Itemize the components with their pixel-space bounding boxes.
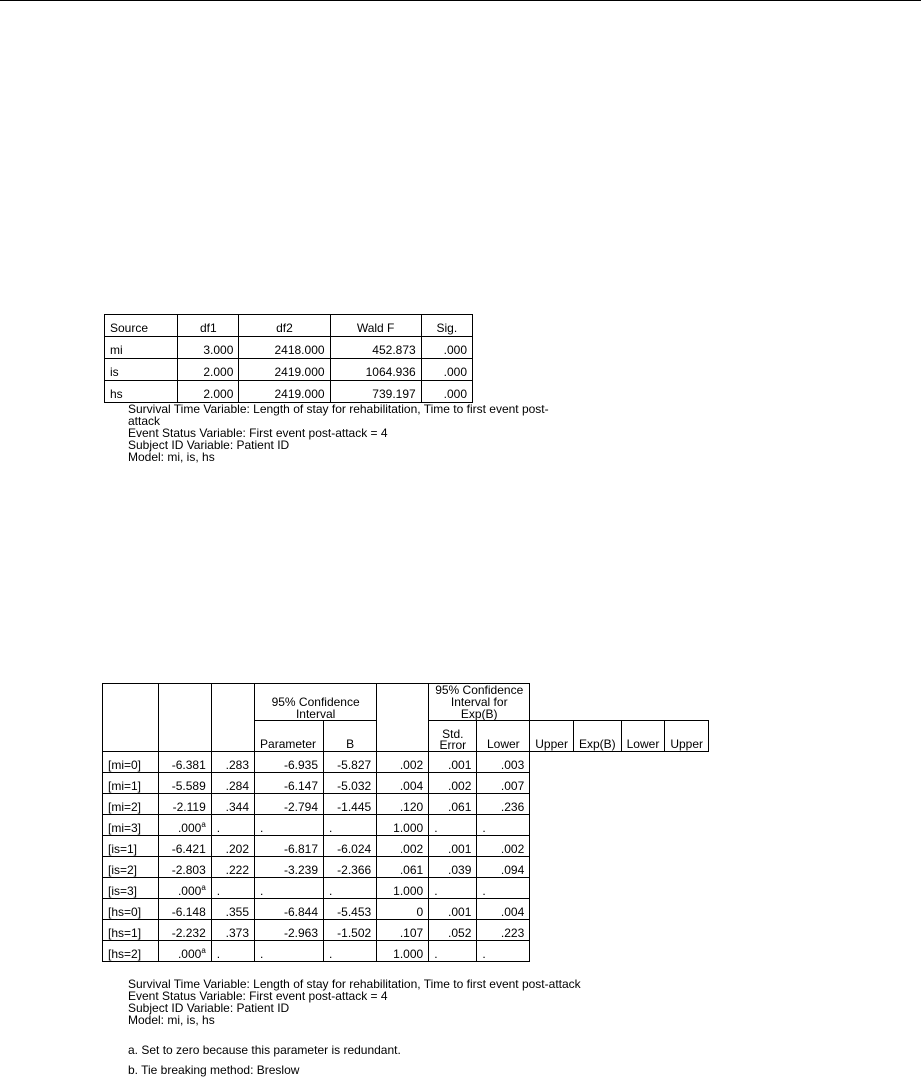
table-row [103, 794, 709, 815]
cell-value: . [324, 878, 377, 899]
cell-value: .004 [377, 773, 429, 794]
table-row [103, 836, 709, 857]
col-header-b-top [158, 684, 211, 752]
wald-table-notes [128, 403, 549, 463]
cell-value: . [255, 815, 324, 836]
table-row [103, 815, 709, 836]
cell-value [158, 878, 211, 899]
cell-value: .004 [477, 899, 530, 920]
row-label: [is=3] [103, 878, 159, 899]
cell-value: .007 [477, 773, 530, 794]
row-label: is [105, 359, 178, 381]
cell-value: -6.148 [158, 899, 211, 920]
note-model: Model: mi, is, hs [128, 450, 215, 464]
cell-value: -5.589 [158, 773, 211, 794]
table-row [103, 941, 709, 962]
cell-value: . [324, 941, 377, 962]
cell-value: -5.032 [324, 773, 377, 794]
note-subject-id: Subject ID Variable: Patient ID [128, 438, 290, 452]
row-label: [hs=0] [103, 899, 159, 920]
row-label: [is=1] [103, 836, 159, 857]
cell-value: .000 [421, 359, 472, 381]
footnote-marker: a [201, 820, 206, 829]
top-border-line [0, 0, 921, 1]
cell-value: 2419.000 [239, 381, 330, 403]
cell-value: -2.794 [255, 794, 324, 815]
row-label: [mi=1] [103, 773, 159, 794]
row-label: [mi=3] [103, 815, 159, 836]
group-label-line1: 95% Confidence [435, 683, 524, 697]
cell-value: . [429, 941, 477, 962]
cell-value: -2.803 [158, 857, 211, 878]
col-header-parameter-label: Parameter [255, 721, 324, 752]
col-group-confidence-interval [255, 684, 377, 721]
table-row [103, 920, 709, 941]
col-header-stderr-top [211, 684, 254, 752]
col-header-expb-lower: Lower [621, 721, 665, 752]
cell-value: -2.232 [158, 920, 211, 941]
note-survival-time: Survival Time Variable: Length of stay for rehabilitation, Time to first event post-attack [128, 977, 581, 991]
row-label: [hs=2] [103, 941, 159, 962]
cell-value: -6.844 [255, 899, 324, 920]
table-row [105, 359, 473, 381]
cell-value: -6.935 [255, 752, 324, 773]
col-header-df1: df1 [178, 315, 239, 337]
cell-value: .000 [421, 381, 472, 403]
cell-value: .001 [429, 752, 477, 773]
col-header-expb-top [377, 684, 429, 752]
cell-value: .355 [211, 899, 254, 920]
col-header-b: B [324, 721, 377, 752]
cell-value: -6.024 [324, 836, 377, 857]
table-row [103, 773, 709, 794]
cell-value: .094 [477, 857, 530, 878]
cell-value: 1.000 [377, 815, 429, 836]
group-label-line2: Interval [295, 707, 336, 721]
col-header-wald-f: Wald F [330, 315, 421, 337]
parameter-table-notes [128, 978, 581, 1026]
cell-value: .000 [421, 337, 472, 359]
parameter-estimates-table [102, 683, 709, 962]
cell-value: 1.000 [377, 941, 429, 962]
cell-value: . [477, 878, 530, 899]
row-label: mi [105, 337, 178, 359]
cell-value: .001 [429, 899, 477, 920]
wald-test-table [104, 314, 473, 403]
cell-value: .223 [477, 920, 530, 941]
cell-value: -6.817 [255, 836, 324, 857]
cell-value: .236 [477, 794, 530, 815]
table-row [103, 857, 709, 878]
col-header-upper: Upper [530, 721, 574, 752]
cell-value: -2.119 [158, 794, 211, 815]
cell-value: 1.000 [377, 878, 429, 899]
row-label: [is=2] [103, 857, 159, 878]
cell-value: .373 [211, 920, 254, 941]
cell-value: .002 [429, 773, 477, 794]
table-row [103, 899, 709, 920]
cell-value: 739.197 [330, 381, 421, 403]
stderr-label-line2: Error [439, 738, 467, 752]
cell-value: .107 [377, 920, 429, 941]
cell-value: -6.421 [158, 836, 211, 857]
cell-value: 2418.000 [239, 337, 330, 359]
note-model: Model: mi, is, hs [128, 1013, 215, 1027]
footnote-marker: a [201, 946, 206, 955]
cell-value: 2419.000 [239, 359, 330, 381]
cell-value: 2.000 [178, 381, 239, 403]
col-header-parameter [103, 684, 159, 752]
cell-value: -6.381 [158, 752, 211, 773]
footnote-a: a. Set to zero because this parameter is redundant. [128, 1043, 401, 1057]
cell-value: .120 [377, 794, 429, 815]
col-header-sig: Sig. [421, 315, 472, 337]
cell-value [158, 815, 211, 836]
cell-value: -2.366 [324, 857, 377, 878]
cell-value: . [324, 815, 377, 836]
table-header-row-1 [103, 684, 709, 721]
cell-value: . [429, 878, 477, 899]
table-header-row [105, 315, 473, 337]
col-header-expb: Exp(B) [573, 721, 621, 752]
cell-value: -5.827 [324, 752, 377, 773]
table-row [105, 381, 473, 403]
cell-value: .344 [211, 794, 254, 815]
cell-value: 2.000 [178, 359, 239, 381]
group-label-line1: 95% Confidence [271, 695, 360, 709]
row-label: hs [105, 381, 178, 403]
cell-value: .002 [377, 752, 429, 773]
row-label: [mi=2] [103, 794, 159, 815]
cell-value: . [477, 815, 530, 836]
cell-value: . [477, 941, 530, 962]
cell-value: .202 [211, 836, 254, 857]
cell-value: . [211, 878, 254, 899]
cell-value: -1.445 [324, 794, 377, 815]
cell-value: 0 [377, 899, 429, 920]
cell-value: .061 [429, 794, 477, 815]
col-group-confidence-interval-expb [429, 684, 530, 721]
cell-value: .222 [211, 857, 254, 878]
cell-value: . [211, 815, 254, 836]
cell-value: -5.453 [324, 899, 377, 920]
stderr-label-line1: Std. [442, 727, 464, 741]
note-subject-id: Subject ID Variable: Patient ID [128, 1001, 290, 1015]
col-header-source: Source [105, 315, 178, 337]
cell-value: .003 [477, 752, 530, 773]
cell-value: .039 [429, 857, 477, 878]
row-label: [mi=0] [103, 752, 159, 773]
col-header-df2: df2 [239, 315, 330, 337]
cell-value: .283 [211, 752, 254, 773]
note-event-status: Event Status Variable: First event post-attack = 4 [128, 989, 388, 1003]
cell-value: . [211, 941, 254, 962]
row-label: [hs=1] [103, 920, 159, 941]
cell-value: . [255, 941, 324, 962]
cell-value: -2.963 [255, 920, 324, 941]
cell-value-text: .000 [177, 884, 202, 898]
note-survival-time-cont: attack [128, 414, 161, 428]
table-row [103, 752, 709, 773]
cell-value [158, 941, 211, 962]
footnote-marker: a [201, 883, 206, 892]
table-row [103, 878, 709, 899]
cell-value: . [255, 878, 324, 899]
cell-value: .052 [429, 920, 477, 941]
cell-value: 1064.936 [330, 359, 421, 381]
note-survival-time: Survival Time Variable: Length of stay for rehabilitation, Time to first event post- [128, 402, 549, 416]
cell-value-text: .000 [177, 821, 202, 835]
cell-value: .061 [377, 857, 429, 878]
cell-value: .002 [477, 836, 530, 857]
col-header-stderr [429, 721, 477, 752]
cell-value: 3.000 [178, 337, 239, 359]
cell-value: .284 [211, 773, 254, 794]
note-event-status: Event Status Variable: First event post-attack = 4 [128, 426, 388, 440]
cell-value: -3.239 [255, 857, 324, 878]
footnote-b: b. Tie breaking method: Breslow [128, 1063, 300, 1077]
cell-value-text: .000 [177, 947, 202, 961]
cell-value: -6.147 [255, 773, 324, 794]
cell-value: .001 [429, 836, 477, 857]
col-header-lower: Lower [477, 721, 530, 752]
cell-value: .002 [377, 836, 429, 857]
cell-value: -1.502 [324, 920, 377, 941]
table-row [105, 337, 473, 359]
col-header-expb-upper: Upper [665, 721, 709, 752]
cell-value: . [429, 815, 477, 836]
group-label-line2: Interval for Exp(B) [450, 695, 508, 721]
cell-value: 452.873 [330, 337, 421, 359]
